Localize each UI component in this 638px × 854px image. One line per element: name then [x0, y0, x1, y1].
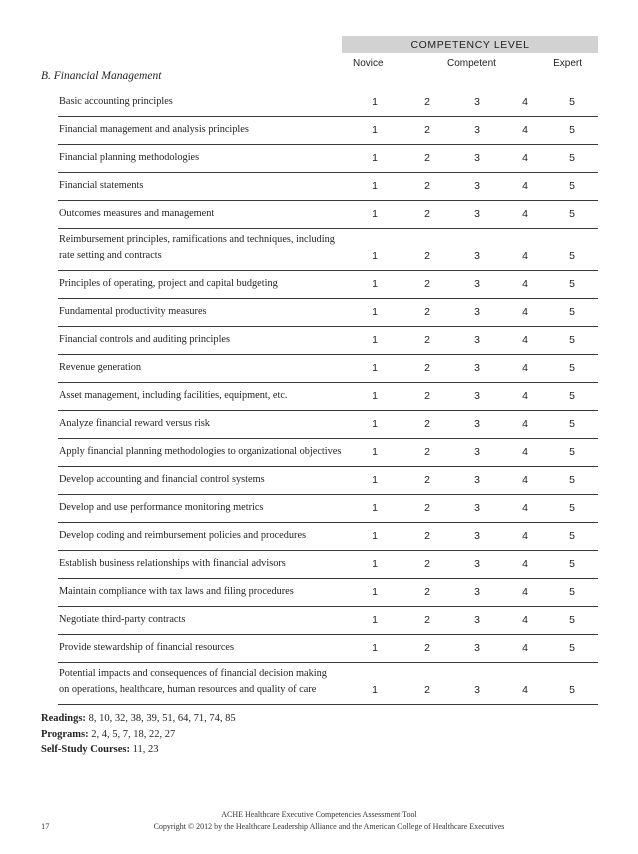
rating-option-5[interactable]: 5	[569, 152, 575, 164]
rating-option-1[interactable]: 1	[372, 502, 378, 514]
rating-scale	[58, 208, 598, 222]
rating-option-3[interactable]: 3	[474, 530, 480, 542]
rating-option-5[interactable]: 5	[569, 124, 575, 136]
table-row	[58, 383, 598, 411]
rating-option-1[interactable]: 1	[372, 362, 378, 374]
page-number: 17	[41, 821, 50, 831]
rating-option-5[interactable]: 5	[569, 418, 575, 430]
rating-option-4[interactable]: 4	[522, 96, 528, 108]
rating-option-4[interactable]: 4	[522, 586, 528, 598]
rating-option-5[interactable]: 5	[569, 586, 575, 598]
rating-scale	[58, 558, 598, 572]
competency-label-line: Principles of operating, project and capital budgeting	[59, 278, 278, 289]
rating-option-3[interactable]: 3	[474, 362, 480, 374]
rating-scale	[58, 684, 598, 698]
rating-option-5[interactable]: 5	[569, 502, 575, 514]
rating-option-1[interactable]: 1	[372, 390, 378, 402]
table-row	[58, 495, 598, 523]
rating-scale	[58, 250, 598, 264]
rating-option-5[interactable]: 5	[569, 684, 575, 696]
rating-option-4[interactable]: 4	[522, 418, 528, 430]
rating-scale	[58, 614, 598, 628]
rating-option-5[interactable]: 5	[569, 474, 575, 486]
table-row	[58, 439, 598, 467]
rating-option-2[interactable]: 2	[424, 642, 430, 654]
rating-scale	[58, 152, 598, 166]
self-study-value: 11, 23	[129, 744, 159, 755]
rating-option-3[interactable]: 3	[474, 684, 480, 696]
rating-option-3[interactable]: 3	[474, 586, 480, 598]
rating-option-3[interactable]: 3	[474, 474, 480, 486]
rating-option-3[interactable]: 3	[474, 558, 480, 570]
rating-option-4[interactable]: 4	[522, 684, 528, 696]
rating-scale	[58, 530, 598, 544]
rating-option-2[interactable]: 2	[424, 446, 430, 458]
table-row	[58, 201, 598, 229]
competency-label-line: on operations, healthcare, human resources and quality of care	[59, 684, 317, 695]
competency-label-line: Revenue generation	[59, 362, 142, 373]
rating-option-4[interactable]: 4	[522, 614, 528, 626]
rating-option-4[interactable]: 4	[522, 124, 528, 136]
rating-scale	[58, 502, 598, 516]
programs-line	[41, 727, 236, 743]
table-row	[58, 467, 598, 495]
competency-label-line: Financial management and analysis principles	[59, 124, 249, 135]
rating-option-3[interactable]: 3	[474, 614, 480, 626]
rating-option-2[interactable]: 2	[424, 530, 430, 542]
rating-option-3[interactable]: 3	[474, 334, 480, 346]
rating-option-5[interactable]: 5	[569, 390, 575, 402]
rating-scale	[58, 446, 598, 460]
competency-label-line: Outcomes measures and management	[59, 208, 215, 219]
rating-scale	[58, 390, 598, 404]
rating-option-1[interactable]: 1	[372, 418, 378, 430]
rating-option-4[interactable]: 4	[522, 334, 528, 346]
rating-option-1[interactable]: 1	[372, 334, 378, 346]
competency-level-title: COMPETENCY LEVEL	[410, 38, 530, 51]
rating-scale	[58, 278, 598, 292]
competency-label-line: Develop accounting and financial control systems	[59, 474, 265, 485]
rating-option-4[interactable]: 4	[522, 278, 528, 290]
rating-option-3[interactable]: 3	[474, 390, 480, 402]
competency-label-line: Negotiate third-party contracts	[59, 614, 186, 625]
rating-option-3[interactable]: 3	[474, 418, 480, 430]
level-expert: Expert	[553, 58, 582, 69]
rating-option-2[interactable]: 2	[424, 124, 430, 136]
footer-title: ACHE Healthcare Executive Competencies Assessment Tool	[221, 810, 417, 819]
competency-label-line: Reimbursement principles, ramifications and techniques, including	[59, 234, 335, 245]
rating-option-4[interactable]: 4	[522, 208, 528, 220]
rating-option-4[interactable]: 4	[522, 180, 528, 192]
rating-option-5[interactable]: 5	[569, 530, 575, 542]
rating-option-1[interactable]: 1	[372, 474, 378, 486]
rating-option-5[interactable]: 5	[569, 208, 575, 220]
rating-option-5[interactable]: 5	[569, 96, 575, 108]
rating-option-1[interactable]: 1	[372, 96, 378, 108]
rating-option-5[interactable]: 5	[569, 250, 575, 262]
table-row	[58, 551, 598, 579]
rating-option-2[interactable]: 2	[424, 502, 430, 514]
readings-value: 8, 10, 32, 38, 39, 51, 64, 71, 74, 85	[85, 713, 236, 724]
table-row	[58, 299, 598, 327]
page-footer	[0, 809, 638, 833]
rating-option-1[interactable]: 1	[372, 124, 378, 136]
rating-option-3[interactable]: 3	[474, 446, 480, 458]
table-row	[58, 173, 598, 201]
rating-option-5[interactable]: 5	[569, 558, 575, 570]
rating-option-2[interactable]: 2	[424, 208, 430, 220]
rating-option-3[interactable]: 3	[474, 180, 480, 192]
rating-option-2[interactable]: 2	[424, 152, 430, 164]
rating-option-5[interactable]: 5	[569, 306, 575, 318]
level-novice: Novice	[353, 58, 384, 69]
competency-label-line: Financial statements	[59, 180, 144, 191]
rating-option-1[interactable]: 1	[372, 152, 378, 164]
competency-label-line: Basic accounting principles	[59, 96, 173, 107]
competency-label-line: Establish business relationships with financial advisors	[59, 558, 286, 569]
readings-line	[41, 711, 236, 727]
rating-option-1[interactable]: 1	[372, 278, 378, 290]
rating-option-1[interactable]: 1	[372, 684, 378, 696]
rating-option-3[interactable]: 3	[474, 96, 480, 108]
rating-scale	[58, 306, 598, 320]
rating-option-2[interactable]: 2	[424, 180, 430, 192]
table-row	[58, 663, 598, 705]
rating-option-4[interactable]: 4	[522, 530, 528, 542]
rating-option-3[interactable]: 3	[474, 124, 480, 136]
rating-option-1[interactable]: 1	[372, 586, 378, 598]
rating-option-2[interactable]: 2	[424, 558, 430, 570]
rating-option-5[interactable]: 5	[569, 642, 575, 654]
competency-label-line: Maintain compliance with tax laws and filing procedures	[59, 586, 294, 597]
rating-scale	[58, 474, 598, 488]
rating-option-5[interactable]: 5	[569, 446, 575, 458]
competency-label-line: Develop and use performance monitoring metrics	[59, 502, 264, 513]
competency-label-line: rate setting and contracts	[59, 250, 162, 261]
table-row	[58, 145, 598, 173]
competency-label-line: Financial controls and auditing principles	[59, 334, 231, 345]
rating-option-4[interactable]: 4	[522, 390, 528, 402]
rating-option-1[interactable]: 1	[372, 558, 378, 570]
rating-option-4[interactable]: 4	[522, 250, 528, 262]
rating-scale	[58, 180, 598, 194]
rating-option-1[interactable]: 1	[372, 446, 378, 458]
table-row	[58, 229, 598, 271]
table-row	[58, 411, 598, 439]
rating-option-4[interactable]: 4	[522, 642, 528, 654]
rating-option-3[interactable]: 3	[474, 250, 480, 262]
table-row	[58, 355, 598, 383]
rating-option-3[interactable]: 3	[474, 208, 480, 220]
rating-scale	[58, 96, 598, 110]
rating-option-1[interactable]: 1	[372, 614, 378, 626]
programs-value: 2, 4, 5, 7, 18, 22, 27	[88, 728, 176, 740]
rating-option-2[interactable]: 2	[424, 418, 430, 430]
table-row	[58, 327, 598, 355]
rating-option-2[interactable]: 2	[424, 278, 430, 290]
self-study-label: Self-Study Courses:	[41, 744, 130, 755]
competency-level-header	[342, 36, 598, 53]
competency-label-line: Asset management, including facilities, equipment, etc.	[59, 390, 288, 401]
table-row	[58, 271, 598, 299]
competency-label-line: Financial planning methodologies	[59, 152, 200, 163]
rating-option-2[interactable]: 2	[424, 614, 430, 626]
rating-option-5[interactable]: 5	[569, 614, 575, 626]
competency-label-line: Analyze financial reward versus risk	[59, 418, 210, 429]
competency-label-line: Develop coding and reimbursement policies and procedures	[59, 530, 307, 541]
rating-option-3[interactable]: 3	[474, 642, 480, 654]
table-row	[58, 635, 598, 663]
rating-option-2[interactable]: 2	[424, 362, 430, 374]
rating-option-2[interactable]: 2	[424, 684, 430, 696]
rating-option-3[interactable]: 3	[474, 278, 480, 290]
rating-option-3[interactable]: 3	[474, 502, 480, 514]
rating-scale	[58, 362, 598, 376]
table-row	[58, 117, 598, 145]
section-title: B. Financial Management	[41, 70, 162, 82]
rating-option-3[interactable]: 3	[474, 306, 480, 318]
programs-label: Programs:	[41, 728, 89, 740]
resources-notes	[41, 711, 236, 758]
rating-scale	[58, 124, 598, 138]
table-row	[58, 579, 598, 607]
table-row	[58, 523, 598, 551]
rating-option-5[interactable]: 5	[569, 278, 575, 290]
rating-option-2[interactable]: 2	[424, 390, 430, 402]
competency-label-line: Fundamental productivity measures	[59, 306, 207, 317]
competency-level-labels	[342, 58, 598, 72]
rating-option-4[interactable]: 4	[522, 502, 528, 514]
rating-option-5[interactable]: 5	[569, 180, 575, 192]
rating-option-1[interactable]: 1	[372, 306, 378, 318]
rating-option-3[interactable]: 3	[474, 152, 480, 164]
rating-option-1[interactable]: 1	[372, 208, 378, 220]
table-row	[58, 89, 598, 117]
rating-option-2[interactable]: 2	[424, 334, 430, 346]
readings-label: Readings:	[41, 713, 86, 724]
rating-option-2[interactable]: 2	[424, 96, 430, 108]
rating-option-5[interactable]: 5	[569, 362, 575, 374]
rating-option-4[interactable]: 4	[522, 558, 528, 570]
competency-label-line: Apply financial planning methodologies to organizational objectives	[59, 446, 342, 457]
table-row	[58, 607, 598, 635]
rating-scale	[58, 642, 598, 656]
rating-option-4[interactable]: 4	[522, 306, 528, 318]
self-study-line	[41, 742, 236, 758]
rating-option-4[interactable]: 4	[522, 474, 528, 486]
rating-option-1[interactable]: 1	[372, 642, 378, 654]
rating-option-2[interactable]: 2	[424, 306, 430, 318]
rating-scale	[58, 586, 598, 600]
rating-option-4[interactable]: 4	[522, 152, 528, 164]
competency-table	[58, 89, 598, 705]
rating-scale	[58, 334, 598, 348]
rating-option-1[interactable]: 1	[372, 250, 378, 262]
rating-option-1[interactable]: 1	[372, 530, 378, 542]
rating-option-5[interactable]: 5	[569, 334, 575, 346]
footer-copyright: Copyright © 2012 by the Healthcare Leadership Alliance and the American College of Healthcare Executives	[153, 822, 505, 831]
rating-option-4[interactable]: 4	[522, 446, 528, 458]
rating-option-4[interactable]: 4	[522, 362, 528, 374]
rating-option-2[interactable]: 2	[424, 586, 430, 598]
rating-option-2[interactable]: 2	[424, 474, 430, 486]
rating-option-1[interactable]: 1	[372, 180, 378, 192]
level-competent: Competent	[447, 58, 496, 69]
rating-scale	[58, 418, 598, 432]
competency-label-line: Provide stewardship of financial resources	[59, 642, 234, 653]
rating-option-2[interactable]: 2	[424, 250, 430, 262]
competency-label-line: Potential impacts and consequences of financial decision making	[59, 668, 327, 679]
